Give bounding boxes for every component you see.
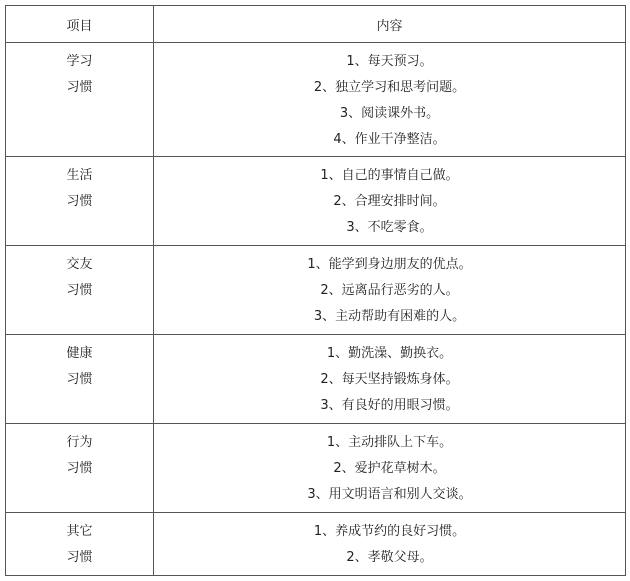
category-cell xyxy=(6,424,154,513)
content-item: 3、阅读课外书。 xyxy=(339,106,440,121)
category-line: 习惯 xyxy=(66,461,93,476)
category-line: 习惯 xyxy=(66,80,93,95)
category-cell xyxy=(6,513,154,576)
table-row xyxy=(6,424,626,513)
content-cell xyxy=(154,513,626,576)
category-line: 习惯 xyxy=(66,550,93,565)
header-item: 项目 xyxy=(6,6,154,43)
category-line: 习惯 xyxy=(66,283,93,298)
category-line: 学习 xyxy=(66,54,93,69)
content-item: 3、有良好的用眼习惯。 xyxy=(320,398,459,413)
category-cell xyxy=(6,335,154,424)
content-cell xyxy=(154,43,626,157)
content-cell xyxy=(154,246,626,335)
content-item: 2、独立学习和思考问题。 xyxy=(313,80,466,95)
content-item: 1、能学到身边朋友的优点。 xyxy=(307,257,472,272)
category-cell xyxy=(6,246,154,335)
content-cell xyxy=(154,424,626,513)
content-item: 1、养成节约的良好习惯。 xyxy=(313,524,466,539)
category-line: 其它 xyxy=(66,524,93,539)
content-item: 3、不吃零食。 xyxy=(346,220,433,235)
category-line: 健康 xyxy=(66,346,93,361)
category-line: 生活 xyxy=(66,168,93,183)
content-item: 3、主动帮助有困难的人。 xyxy=(313,309,466,324)
content-item: 1、每天预习。 xyxy=(346,54,433,69)
header-content: 内容 xyxy=(154,6,626,43)
content-cell xyxy=(154,335,626,424)
content-item: 1、自己的事情自己做。 xyxy=(320,168,459,183)
table-row xyxy=(6,43,626,157)
header-row xyxy=(6,6,626,43)
table-row xyxy=(6,335,626,424)
content-item: 3、用文明语言和别人交谈。 xyxy=(307,487,472,502)
category-line: 交友 xyxy=(66,257,93,272)
content-item: 1、勤洗澡、勤换衣。 xyxy=(326,346,453,361)
category-line: 习惯 xyxy=(66,194,93,209)
content-cell xyxy=(154,157,626,246)
content-item: 2、远离品行恶劣的人。 xyxy=(320,283,459,298)
content-item: 2、孝敬父母。 xyxy=(346,550,433,565)
content-item: 2、爱护花草树木。 xyxy=(333,461,446,476)
habits-table xyxy=(5,5,626,576)
table-row xyxy=(6,246,626,335)
content-item: 2、每天坚持锻炼身体。 xyxy=(320,372,459,387)
table-row xyxy=(6,157,626,246)
category-line: 行为 xyxy=(66,435,93,450)
content-item: 2、合理安排时间。 xyxy=(333,194,446,209)
category-line: 习惯 xyxy=(66,372,93,387)
category-cell xyxy=(6,43,154,157)
table-row xyxy=(6,513,626,576)
content-item: 4、作业干净整洁。 xyxy=(333,132,446,147)
category-cell xyxy=(6,157,154,246)
content-item: 1、主动排队上下车。 xyxy=(326,435,453,450)
